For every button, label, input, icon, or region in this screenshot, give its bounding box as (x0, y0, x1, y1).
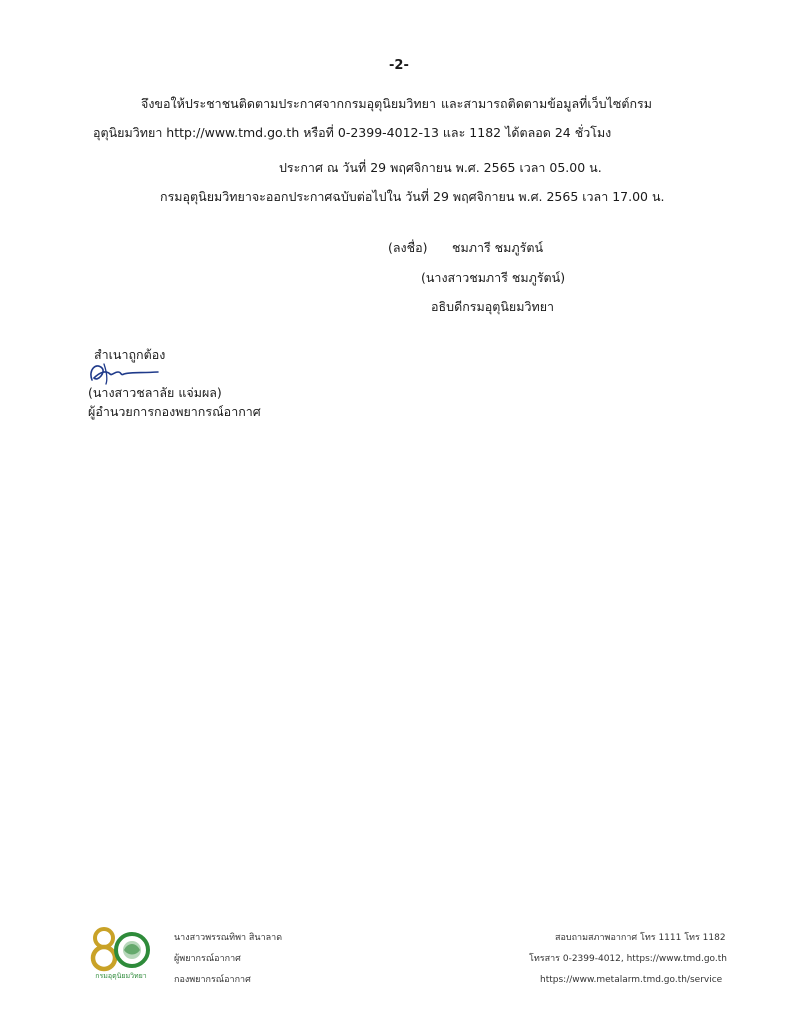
footer-forecaster-division: กองพยากรณ์อากาศ (174, 975, 251, 985)
signatory-position: อธิบดีกรมอุตุนิยมวิทยา (431, 299, 555, 314)
tmd-80-anniversary-logo (86, 924, 156, 982)
paragraph-request-line-1: จึงขอให้ประชาชนติดตามประกาศจากกรมอุตุนิยมวิทยา และสามารถติดตามข้อมูลที่เว็บไซต์กรม (141, 96, 653, 111)
certified-by-position: ผู้อำนวยการกองพยากรณ์อากาศ (88, 404, 261, 419)
footer-fax-website: โทรสาร 0-2399-4012, https://www.tmd.go.th (529, 954, 727, 964)
svg-text:กรมอุตุนิยมวิทยา: กรมอุตุนิยมวิทยา (95, 972, 147, 980)
page-number: -2- (389, 58, 409, 73)
footer-forecaster-name: นางสาวพรรณทิพา สินาลาด (174, 933, 283, 943)
signatory-full-name: (นางสาวชมภารี ชมภูรัตน์) (421, 270, 566, 285)
signature-name: ชมภารี ชมภูรัตน์ (452, 240, 544, 255)
handwritten-signature (84, 360, 164, 386)
certified-by-name: (นางสาวชลาลัย แจ่มผล) (88, 385, 222, 400)
footer-forecaster-role: ผู้พยากรณ์อากาศ (174, 954, 241, 964)
announcement-date: ประกาศ ณ วันที่ 29 พฤศจิกายน พ.ศ. 2565 เวลา 05.00 น. (279, 160, 602, 175)
paragraph-request-line-2: อุตุนิยมวิทยา http://www.tmd.go.th หรือที่ 0-2399-4012-13 และ 1182 ได้ตลอด 24 ชั่วโมง (93, 125, 612, 140)
footer-weather-hotline: สอบถามสภาพอากาศ โทร 1111 โทร 1182 (555, 933, 726, 943)
certified-copy-title: สำเนาถูกต้อง (94, 347, 166, 362)
signature-label: (ลงชื่อ) (388, 240, 428, 255)
footer-service-url: https://www.metalarm.tmd.go.th/service (540, 975, 723, 985)
next-announcement: กรมอุตุนิยมวิทยาจะออกประกาศฉบับต่อไปใน วันที่ 29 พฤศจิกายน พ.ศ. 2565 เวลา 17.00 น. (160, 189, 665, 204)
